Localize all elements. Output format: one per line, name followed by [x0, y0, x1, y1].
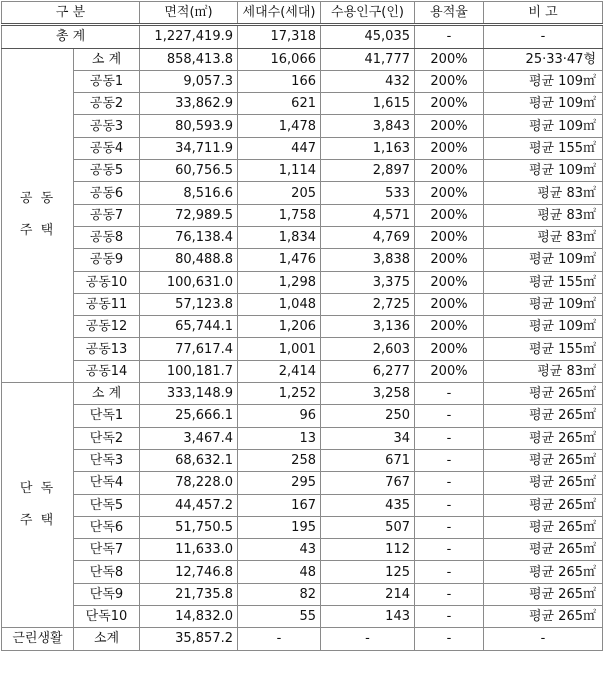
apartment-far: 200% [415, 115, 484, 137]
detached-note: 평균 265㎡ [484, 449, 603, 471]
apartment-group-line1: 공 동 [19, 191, 56, 207]
detached-name: 단독2 [74, 427, 140, 449]
apartment-note: 평균 83㎡ [484, 226, 603, 248]
detached-households: 195 [238, 516, 321, 538]
header-population: 수용인구(인) [321, 2, 415, 25]
apartment-area: 100,631.0 [140, 271, 238, 293]
neighborhood-area: 35,857.2 [140, 628, 238, 650]
detached-population: 767 [321, 472, 415, 494]
apartment-population: 2,603 [321, 338, 415, 360]
neighborhood-row [2, 628, 603, 650]
detached-row [2, 472, 603, 494]
apartment-population: 3,843 [321, 115, 415, 137]
apartment-note: 평균 155㎡ [484, 137, 603, 159]
detached-group-line1: 단 독 [19, 481, 56, 497]
detached-name: 단독6 [74, 516, 140, 538]
apartment-note: 평균 109㎡ [484, 93, 603, 115]
apartment-note: 평균 109㎡ [484, 293, 603, 315]
detached-far: - [415, 405, 484, 427]
apartment-row [2, 360, 603, 382]
detached-note: 평균 265㎡ [484, 472, 603, 494]
apartment-row [2, 70, 603, 92]
detached-households: 295 [238, 472, 321, 494]
apartment-name: 공동5 [74, 160, 140, 182]
apartment-row [2, 271, 603, 293]
detached-name: 소 계 [74, 383, 140, 405]
detached-note: 평균 265㎡ [484, 561, 603, 583]
detached-households: 13 [238, 427, 321, 449]
header-note: 비 고 [484, 2, 603, 25]
apartment-note: 평균 83㎡ [484, 360, 603, 382]
apartment-note: 평균 109㎡ [484, 160, 603, 182]
detached-row [2, 494, 603, 516]
detached-name: 단독8 [74, 561, 140, 583]
apartment-row [2, 249, 603, 271]
apartment-area: 77,617.4 [140, 338, 238, 360]
detached-population: 3,258 [321, 383, 415, 405]
apartment-row [2, 293, 603, 315]
detached-households: 82 [238, 583, 321, 605]
header-far: 용적율 [415, 2, 484, 25]
detached-households: 96 [238, 405, 321, 427]
detached-name: 단독9 [74, 583, 140, 605]
detached-row [2, 539, 603, 561]
apartment-row [2, 48, 603, 70]
detached-population: 507 [321, 516, 415, 538]
apartment-area: 858,413.8 [140, 48, 238, 70]
detached-area: 14,832.0 [140, 606, 238, 628]
apartment-far: 200% [415, 338, 484, 360]
apartment-far: 200% [415, 204, 484, 226]
detached-name: 단독10 [74, 606, 140, 628]
apartment-area: 65,744.1 [140, 316, 238, 338]
detached-far: - [415, 427, 484, 449]
detached-population: 34 [321, 427, 415, 449]
detached-households: 258 [238, 449, 321, 471]
apartment-group-line2: 주 택 [19, 223, 56, 239]
apartment-households: 1,001 [238, 338, 321, 360]
apartment-name: 공동7 [74, 204, 140, 226]
apartment-households: 447 [238, 137, 321, 159]
apartment-area: 60,756.5 [140, 160, 238, 182]
apartment-population: 6,277 [321, 360, 415, 382]
detached-households: 167 [238, 494, 321, 516]
apartment-households: 1,206 [238, 316, 321, 338]
detached-area: 78,228.0 [140, 472, 238, 494]
neighborhood-note: - [484, 628, 603, 650]
apartment-area: 100,181.7 [140, 360, 238, 382]
apartment-name: 공동9 [74, 249, 140, 271]
apartment-households: 1,758 [238, 204, 321, 226]
apartment-far: 200% [415, 293, 484, 315]
apartment-name: 공동14 [74, 360, 140, 382]
detached-area: 68,632.1 [140, 449, 238, 471]
detached-row [2, 449, 603, 471]
apartment-area: 80,488.8 [140, 249, 238, 271]
apartment-population: 3,136 [321, 316, 415, 338]
apartment-area: 9,057.3 [140, 70, 238, 92]
detached-area: 51,750.5 [140, 516, 238, 538]
apartment-population: 41,777 [321, 48, 415, 70]
apartment-population: 1,163 [321, 137, 415, 159]
apartment-area: 80,593.9 [140, 115, 238, 137]
apartment-far: 200% [415, 226, 484, 248]
apartment-note: 25·33·47형 [484, 48, 603, 70]
detached-population: 435 [321, 494, 415, 516]
detached-far: - [415, 494, 484, 516]
apartment-row [2, 160, 603, 182]
apartment-area: 34,711.9 [140, 137, 238, 159]
apartment-population: 4,571 [321, 204, 415, 226]
detached-name: 단독7 [74, 539, 140, 561]
apartment-population: 3,375 [321, 271, 415, 293]
apartment-population: 2,897 [321, 160, 415, 182]
detached-note: 평균 265㎡ [484, 516, 603, 538]
detached-population: 250 [321, 405, 415, 427]
apartment-households: 1,048 [238, 293, 321, 315]
apartment-row [2, 316, 603, 338]
apartment-row [2, 226, 603, 248]
apartment-note: 평균 155㎡ [484, 271, 603, 293]
total-note: - [484, 25, 603, 48]
apartment-note: 평균 109㎡ [484, 316, 603, 338]
neighborhood-far: - [415, 628, 484, 650]
apartment-far: 200% [415, 249, 484, 271]
apartment-name: 공동4 [74, 137, 140, 159]
apartment-name: 공동1 [74, 70, 140, 92]
detached-area: 21,735.8 [140, 583, 238, 605]
apartment-population: 4,769 [321, 226, 415, 248]
detached-row [2, 606, 603, 628]
apartment-name: 공동10 [74, 271, 140, 293]
detached-area: 11,633.0 [140, 539, 238, 561]
apartment-households: 205 [238, 182, 321, 204]
apartment-row [2, 115, 603, 137]
apartment-name: 공동8 [74, 226, 140, 248]
detached-households: 55 [238, 606, 321, 628]
apartment-households: 16,066 [238, 48, 321, 70]
detached-population: 143 [321, 606, 415, 628]
apartment-row [2, 204, 603, 226]
apartment-households: 166 [238, 70, 321, 92]
apartment-name: 공동2 [74, 93, 140, 115]
apartment-area: 33,862.9 [140, 93, 238, 115]
apartment-note: 평균 83㎡ [484, 204, 603, 226]
apartment-population: 2,725 [321, 293, 415, 315]
detached-note: 평균 265㎡ [484, 494, 603, 516]
land-use-table [1, 1, 603, 651]
apartment-population: 1,615 [321, 93, 415, 115]
apartment-far: 200% [415, 316, 484, 338]
apartment-note: 평균 109㎡ [484, 249, 603, 271]
detached-name: 단독1 [74, 405, 140, 427]
detached-note: 평균 265㎡ [484, 539, 603, 561]
total-population: 45,035 [321, 25, 415, 48]
detached-area: 12,746.8 [140, 561, 238, 583]
header-households: 세대수(세대) [238, 2, 321, 25]
header-row [2, 2, 603, 25]
apartment-far: 200% [415, 271, 484, 293]
detached-far: - [415, 516, 484, 538]
apartment-area: 57,123.8 [140, 293, 238, 315]
apartment-row [2, 338, 603, 360]
apartment-far: 200% [415, 93, 484, 115]
apartment-name: 공동3 [74, 115, 140, 137]
apartment-households: 2,414 [238, 360, 321, 382]
apartment-far: 200% [415, 160, 484, 182]
neighborhood-households: - [238, 628, 321, 650]
apartment-households: 1,476 [238, 249, 321, 271]
neighborhood-population: - [321, 628, 415, 650]
detached-row [2, 405, 603, 427]
detached-far: - [415, 383, 484, 405]
apartment-name: 공동12 [74, 316, 140, 338]
neighborhood-group-label: 근린생활 [2, 628, 74, 650]
apartment-name: 공동11 [74, 293, 140, 315]
detached-households: 48 [238, 561, 321, 583]
apartment-households: 1,478 [238, 115, 321, 137]
apartment-row [2, 93, 603, 115]
detached-population: 125 [321, 561, 415, 583]
detached-area: 3,467.4 [140, 427, 238, 449]
apartment-note: 평균 155㎡ [484, 338, 603, 360]
apartment-population: 533 [321, 182, 415, 204]
total-label: 총 계 [2, 25, 140, 48]
detached-households: 1,252 [238, 383, 321, 405]
apartment-row [2, 182, 603, 204]
apartment-note: 평균 109㎡ [484, 115, 603, 137]
apartment-name: 소 계 [74, 48, 140, 70]
detached-population: 214 [321, 583, 415, 605]
apartment-population: 3,838 [321, 249, 415, 271]
detached-note: 평균 265㎡ [484, 427, 603, 449]
detached-households: 43 [238, 539, 321, 561]
detached-name: 단독4 [74, 472, 140, 494]
apartment-far: 200% [415, 137, 484, 159]
apartment-group-label [2, 48, 74, 382]
apartment-far: 200% [415, 182, 484, 204]
detached-far: - [415, 539, 484, 561]
total-row [2, 25, 603, 48]
apartment-households: 1,114 [238, 160, 321, 182]
apartment-far: 200% [415, 48, 484, 70]
apartment-households: 1,834 [238, 226, 321, 248]
detached-name: 단독5 [74, 494, 140, 516]
apartment-area: 72,989.5 [140, 204, 238, 226]
apartment-far: 200% [415, 70, 484, 92]
detached-far: - [415, 561, 484, 583]
total-area: 1,227,419.9 [140, 25, 238, 48]
detached-note: 평균 265㎡ [484, 583, 603, 605]
neighborhood-name: 소계 [74, 628, 140, 650]
apartment-area: 76,138.4 [140, 226, 238, 248]
detached-far: - [415, 472, 484, 494]
detached-area: 25,666.1 [140, 405, 238, 427]
apartment-population: 432 [321, 70, 415, 92]
detached-row [2, 383, 603, 405]
detached-group-label [2, 383, 74, 628]
header-area: 면적(㎡) [140, 2, 238, 25]
detached-note: 평균 265㎡ [484, 405, 603, 427]
detached-row [2, 516, 603, 538]
detached-area: 44,457.2 [140, 494, 238, 516]
apartment-row [2, 137, 603, 159]
detached-far: - [415, 583, 484, 605]
total-households: 17,318 [238, 25, 321, 48]
detached-row [2, 561, 603, 583]
total-far: - [415, 25, 484, 48]
apartment-far: 200% [415, 360, 484, 382]
detached-row [2, 583, 603, 605]
detached-far: - [415, 606, 484, 628]
apartment-households: 621 [238, 93, 321, 115]
apartment-area: 8,516.6 [140, 182, 238, 204]
detached-population: 671 [321, 449, 415, 471]
detached-far: - [415, 449, 484, 471]
apartment-note: 평균 109㎡ [484, 70, 603, 92]
detached-note: 평균 265㎡ [484, 383, 603, 405]
detached-name: 단독3 [74, 449, 140, 471]
header-category: 구 분 [2, 2, 140, 25]
detached-area: 333,148.9 [140, 383, 238, 405]
detached-group-line2: 주 택 [19, 513, 56, 529]
apartment-name: 공동13 [74, 338, 140, 360]
apartment-name: 공동6 [74, 182, 140, 204]
apartment-note: 평균 83㎡ [484, 182, 603, 204]
detached-note: 평균 265㎡ [484, 606, 603, 628]
apartment-households: 1,298 [238, 271, 321, 293]
detached-row [2, 427, 603, 449]
detached-population: 112 [321, 539, 415, 561]
